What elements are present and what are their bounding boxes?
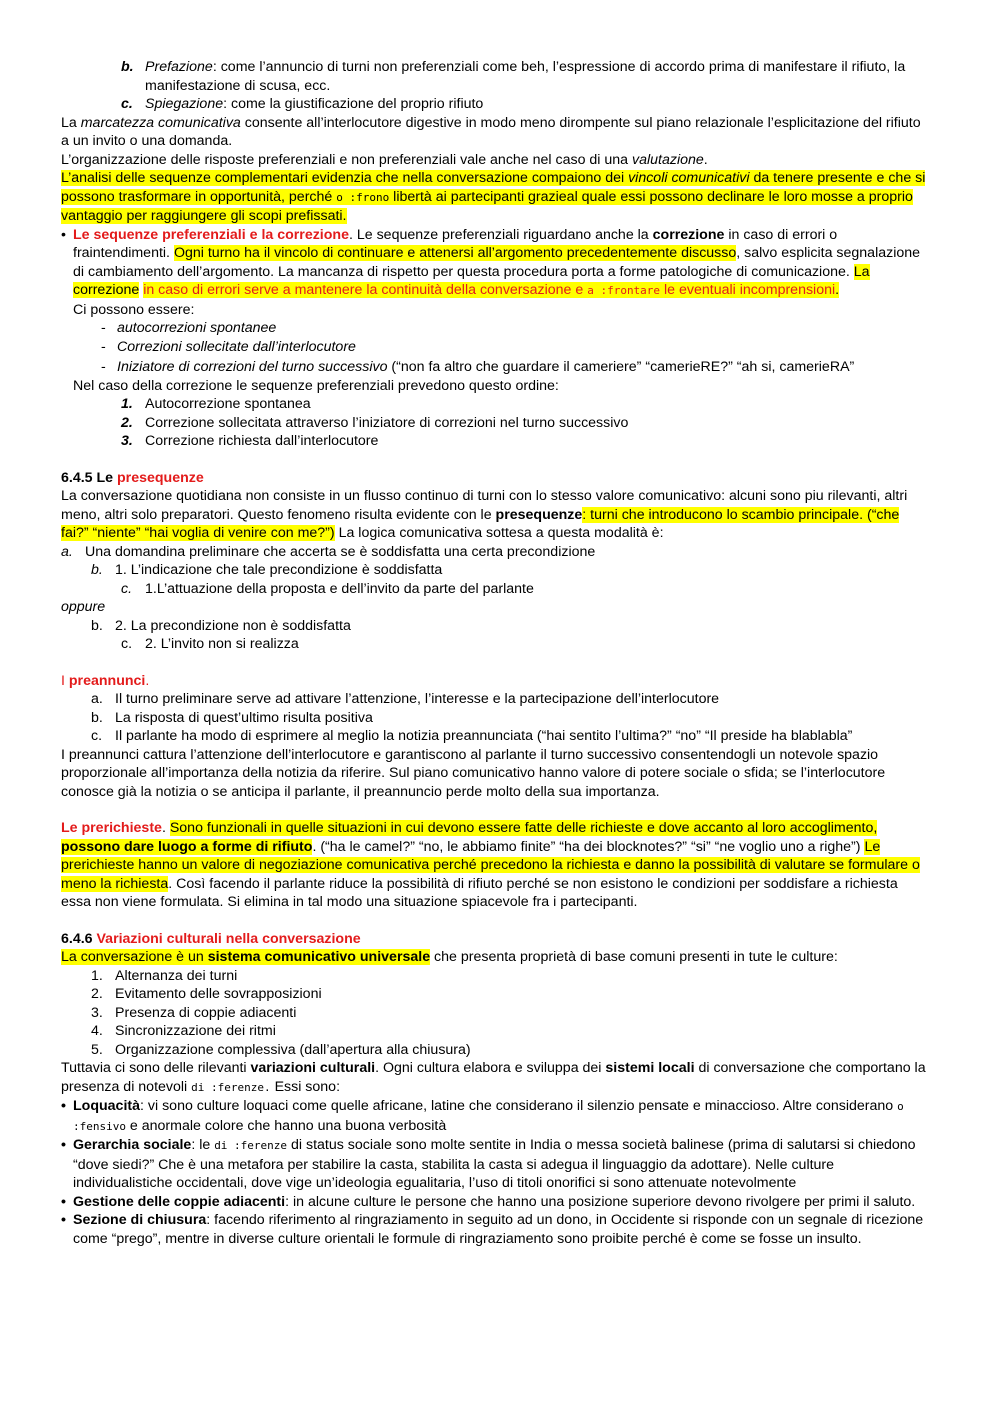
- paragraph-marcatezza: La marcatezza comunicativa consente all’interlocutore digestive in modo meno dirompente sul piano relazionale l’esplicitazione del rifiuto a un invito o una domanda.: [61, 114, 921, 149]
- list-item: 1. Alternanza dei turni: [91, 967, 238, 984]
- paragraph-presequenze: La conversazione quotidiana non consiste in un flusso continuo di turni con lo stesso valore comunicativo: alcuni sono piu rilevanti, altri meno, altri solo preparatori. Questo fenomeno risulta evidente con le presequenze: turni che introducono lo scambio principale. (“che fai?” “niente” “hai voglia di venire con me?”) La logica comunicativa sottesa a questa modalità è:: [61, 488, 908, 541]
- list-item: b. 2. La precondizione non è soddisfatta: [91, 617, 351, 634]
- paragraph-organizzazione: L’organizzazione delle risposte preferenziali e non preferenziali vale anche nel caso di una valutazione.: [61, 151, 708, 168]
- bullet-coppie-adiacenti: • Gestione delle coppie adiacenti: in alcune culture le persone che hanno una posizione superiore devono rivolgere per primi il saluto.: [61, 1193, 916, 1210]
- bullet-chiusura: • Sezione di chiusura: facendo riferimento al ringraziamento in seguito ad un dono, in Occidente si risponde con un segnale di ricezione come “prego”, mentre in diverse culture orientali le formule di ringraziamento sono proibite perché è come se fosse un insulto.: [61, 1212, 924, 1247]
- list-item: b. 1. L’indicazione che tale precondizione è soddisfatta: [91, 562, 443, 578]
- list-item: 3. Correzione richiesta dall’interlocutore: [121, 433, 379, 449]
- list-marker: b.: [121, 59, 134, 75]
- section-title: Le sequenze preferenziali e la correzione: [73, 226, 349, 243]
- list-item: - Iniziatore di correzioni del turno successivo (“non fa altro che guardare il cameriere” “camerieRE?” “ah si, camerieRA”: [101, 359, 855, 375]
- section-heading-646: 6.4.6 Variazioni culturali nella conversazione: [61, 930, 361, 947]
- section-heading-645: 6.4.5 Le presequenze: [61, 469, 204, 486]
- document-page: [61, 58, 929, 1248]
- list-item: [61, 58, 929, 95]
- list-item: - autocorrezioni spontanee: [101, 320, 277, 336]
- list-item: c. 2. L’invito non si realizza: [121, 636, 299, 652]
- list-item: [61, 95, 929, 114]
- list-item: 2. Correzione sollecitata attraverso l’iniziatore di correzioni nel turno successivo: [121, 414, 629, 431]
- paragraph-tuttavia: Tuttavia ci sono delle rilevanti variazioni culturali. Ogni cultura elabora e sviluppa dei sistemi locali di conversazione che comportano la presenza di notevoli di ꞉ferenze. Essi sono:: [61, 1060, 926, 1095]
- bullet-sequenze-correzione: • Le sequenze preferenziali e la correzione. Le sequenze preferenziali riguardano anche la correzione in caso di errori o fraintendimenti. Ogni turno ha il vincolo di continuare e attenersi all’argomento precedentemente discusso, salvo esplicita segnalazione di cambiamento dell’argomento. La mancanza di rispetto per questa procedura porta a forme patologiche di comunicazione. La correzione in caso di errori serve a mantenere la continuità della conversazione e a ꞉frontare le eventuali incomprensioni. Ci possono essere: - autocorrezioni spontanee - Correzioni sollecitate dall’interlocutore - Iniziatore di correzioni del turno successivo (“non fa altro che guardare il cameriere” “camerieRE?” “ah si, camerieRA” Nel caso della correzione le sequenze preferenziali prevedono questo ordine:: [61, 226, 929, 396]
- possono-label: Ci possono essere:: [73, 301, 195, 318]
- ordine-label: Nel caso della correzione le sequenze preferenziali prevedono questo ordine:: [73, 377, 559, 394]
- list-item: c. 1.L’attuazione della proposta e dell’invito da parte del parlante: [121, 580, 534, 597]
- paragraph-prerichieste: Le prerichieste. Sono funzionali in quelle situazioni in cui devono essere fatte delle richieste e dove accanto al loro accoglimento, possono dare luogo a forme di rifiuto. (“ha le camel?” “no, le abbiamo finite” “ha dei blocknotes?” “si” “ne voglio uno a righe”) Le prerichieste hanno un valore di negoziazione comunicativa perché precedono la richiesta e danno la possibilità di valutare se formulare o meno la richiesta. Così facendo il parlante riduce la possibilità di rifiuto perché se non esistono le condizioni per soddisfare a richiesta essa non viene formulata. Si elimina in tal modo una situazione spiacevole fra i partecipanti.: [61, 820, 920, 910]
- list-marker: c.: [121, 96, 133, 112]
- list-item: b. La risposta di quest’ultimo risulta positiva: [91, 709, 373, 726]
- list-text: : come la giustificazione del proprio rifiuto: [223, 96, 484, 112]
- paragraph-universale: La conversazione è un sistema comunicativo universale che presenta proprietà di base comuni presenti in tute le culture:: [61, 949, 838, 965]
- list-item: 4. Sincronizzazione dei ritmi: [91, 1023, 276, 1039]
- preannunci-heading: I preannunci.: [61, 672, 150, 689]
- oppure-label: oppure: [61, 599, 106, 615]
- list-item: 1. Autocorrezione spontanea: [121, 396, 311, 412]
- list-item: - Correzioni sollecitate dall’interlocutore: [101, 338, 356, 355]
- list-item: c. Il parlante ha modo di esprimere al meglio la notizia preannunciata (“hai sentito l’ultima?” “no” “Il preside ha blablabla”: [91, 728, 853, 744]
- list-item: 2. Evitamento delle sovrapposizioni: [91, 986, 322, 1002]
- list-item: a. Una domandina preliminare che accerta se è soddisfatta una certa precondizione: [61, 543, 596, 560]
- term: Prefazione: [145, 59, 213, 75]
- list-text: : come l’annuncio di turni non preferenziali come beh, l’espressione di accordo prima di manifestare il rifiuto, la manifestazione di scusa, ecc.: [145, 59, 906, 94]
- bullet-gerarchia: • Gerarchia sociale: le di ꞉ferenze di status sociale sono molte sentite in India o messa società balinese (prima di salutarsi si chiedono “dove siedi?” Che è una metafora per stabilire la casta, stabilita la casta si adegua il linguaggio da adottare). Nelle culture individualistiche occidentali, dove vige un’ideologia egualitaria, l’uso di titoli onorifici si sono attenuate notevolmente: [61, 1137, 916, 1191]
- list-item: 3. Presenza di coppie adiacenti: [91, 1004, 297, 1021]
- paragraph-preannunci: I preannunci cattura l’attenzione dell’interlocutore e garantiscono al parlante il turno successivo consentendogli un notevole spazio proporzionale all’importanza della notizia da riferire. Sul piano comunicativo hanno valore di potere sociale o sfida; se l’interlocutore conosce già la notizia o se anticipa il parlante, il preannuncio perde molto della sua importanza.: [61, 746, 886, 800]
- list-item: a. Il turno preliminare serve ad attivare l’attenzione, l’interesse e la partecipazione dell’interlocutore: [91, 691, 720, 707]
- list-item: 5. Organizzazione complessiva (dall’apertura alla chiusura): [91, 1041, 471, 1058]
- bullet-loquacita: • Loquacità: vi sono culture loquaci come quelle africane, latine che considerano il silenzio pensate e minaccioso. Altre considerano o ꞉fensivo e anormale colore che hanno una buona verbosità: [61, 1098, 904, 1134]
- term: Spiegazione: [145, 96, 224, 112]
- paragraph-analisi: L’analisi delle sequenze complementari evidenzia che nella conversazione compaiono dei vincoli comunicativi da tenere presente e che si possono trasformare in opportunità, perché o ꞉frono libertà ai partecipanti grazieal quale essi possono declinare le loro mosse a proprio vantaggio per raggiungere gli scopi prefissati.: [61, 170, 926, 224]
